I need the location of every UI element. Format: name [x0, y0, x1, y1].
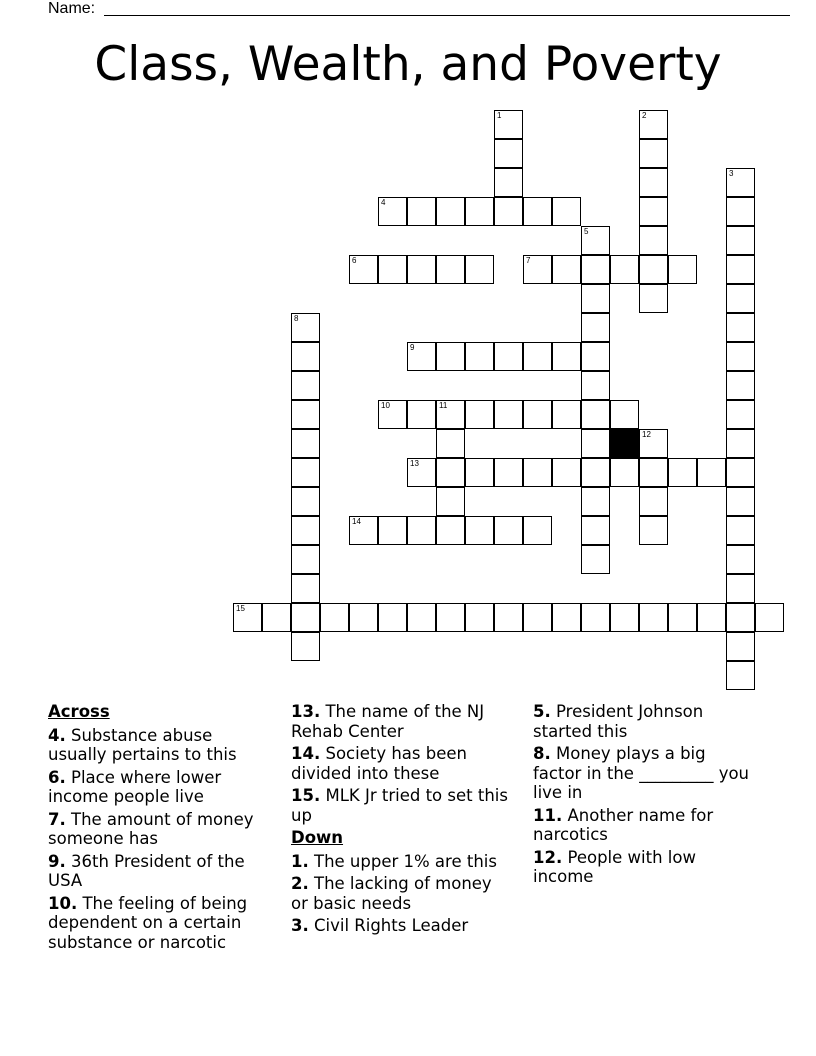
clue-item — [291, 744, 513, 783]
crossword-cell[interactable] — [639, 516, 668, 545]
crossword-cell[interactable] — [291, 516, 320, 545]
crossword-cell[interactable] — [639, 197, 668, 226]
crossword-cell[interactable] — [494, 110, 523, 139]
crossword-cell[interactable] — [552, 197, 581, 226]
clue-item — [48, 810, 270, 849]
crossword-cell[interactable] — [523, 255, 552, 284]
page-title: Class, Wealth, and Poverty — [94, 37, 722, 92]
crossword-cell[interactable] — [639, 458, 668, 487]
black-square — [610, 429, 639, 458]
crossword-cell[interactable] — [291, 603, 320, 632]
clue-item-number: 14. — [291, 744, 321, 763]
crossword-cell[interactable] — [610, 603, 639, 632]
clue-item-number: 9. — [48, 851, 66, 871]
clue-item-text: The name of the NJ Rehab Center — [291, 702, 485, 741]
crossword-cell[interactable] — [726, 632, 755, 661]
clue-item-text: Another name for narcotics — [533, 805, 714, 844]
clue-item-number: 5. — [533, 702, 551, 721]
crossword-cell[interactable] — [726, 226, 755, 255]
crossword-cell[interactable] — [610, 255, 639, 284]
crossword-cell[interactable] — [465, 603, 494, 632]
crossword-cell[interactable] — [291, 632, 320, 661]
clue-item — [533, 806, 755, 845]
crossword-cell[interactable] — [523, 342, 552, 371]
crossword-cell[interactable] — [581, 603, 610, 632]
crossword-cell[interactable] — [407, 400, 436, 429]
crossword-cell[interactable] — [494, 197, 523, 226]
crossword-cell[interactable] — [726, 400, 755, 429]
crossword-cell[interactable] — [291, 400, 320, 429]
clue-item-text: The lacking of money or basic needs — [291, 874, 492, 913]
crossword-cell[interactable] — [581, 487, 610, 516]
clue-item — [291, 874, 513, 913]
crossword-cell[interactable] — [697, 603, 726, 632]
crossword-cell[interactable] — [726, 516, 755, 545]
clue-item — [533, 848, 755, 887]
crossword-cell[interactable] — [668, 255, 697, 284]
crossword-cell[interactable] — [436, 603, 465, 632]
clue-item-text: People with low income — [533, 847, 696, 886]
crossword-cell[interactable] — [726, 313, 755, 342]
crossword-cell[interactable] — [349, 516, 378, 545]
clue-item — [291, 786, 513, 825]
crossword-cell[interactable] — [581, 371, 610, 400]
crossword-cell[interactable] — [639, 255, 668, 284]
crossword-cell[interactable] — [639, 226, 668, 255]
crossword-cell[interactable] — [436, 342, 465, 371]
crossword-cell[interactable] — [494, 168, 523, 197]
crossword-cell[interactable] — [436, 516, 465, 545]
clue-item — [48, 768, 270, 807]
clue-item-number: 10. — [48, 893, 78, 913]
crossword-cell[interactable] — [552, 255, 581, 284]
clue-item — [48, 726, 270, 765]
crossword-cell[interactable] — [639, 110, 668, 139]
crossword-cell[interactable] — [581, 400, 610, 429]
clue-item-text: Civil Rights Leader — [308, 916, 469, 935]
clue-item — [533, 702, 755, 741]
clue-item-text: The feeling of being dependent on a certain substance or narcotic — [48, 893, 248, 952]
clue-item — [48, 894, 270, 953]
crossword-cell[interactable] — [494, 458, 523, 487]
clue-item-number: 8. — [533, 744, 551, 763]
crossword-cell[interactable] — [349, 255, 378, 284]
crossword-cell[interactable] — [494, 400, 523, 429]
crossword-cell[interactable] — [291, 429, 320, 458]
down-clue-list-continued — [533, 702, 755, 887]
clue-number: 9 — [410, 343, 415, 352]
clue-column-2 — [291, 702, 513, 939]
crossword-cell[interactable] — [552, 458, 581, 487]
crossword-cell[interactable] — [581, 226, 610, 255]
crossword-cell[interactable] — [726, 342, 755, 371]
crossword-cell[interactable] — [581, 458, 610, 487]
crossword-cell[interactable] — [436, 255, 465, 284]
clue-item-number: 3. — [291, 916, 309, 935]
crossword-cell[interactable] — [523, 458, 552, 487]
clue-item — [291, 852, 513, 872]
clue-number: 1 — [497, 111, 502, 120]
crossword-cell[interactable] — [262, 603, 291, 632]
crossword-cell[interactable] — [552, 603, 581, 632]
crossword-cell[interactable] — [581, 284, 610, 313]
clue-number: 6 — [352, 256, 357, 265]
crossword-cell[interactable] — [639, 168, 668, 197]
clue-item-text: Society has been divided into these — [291, 744, 467, 783]
crossword-cell[interactable] — [726, 545, 755, 574]
crossword-cell[interactable] — [291, 313, 320, 342]
clue-item — [533, 744, 755, 803]
crossword-cell[interactable] — [378, 400, 407, 429]
clue-item-number: 7. — [48, 809, 66, 829]
clue-number: 14 — [352, 517, 361, 526]
clue-item-number: 1. — [291, 851, 309, 871]
clue-number: 3 — [729, 169, 734, 178]
clue-item-text: MLK Jr tried to set this up — [291, 786, 508, 825]
down-heading: Down — [291, 828, 344, 847]
crossword-cell[interactable] — [407, 342, 436, 371]
clue-item — [291, 916, 513, 936]
crossword-cell[interactable] — [581, 516, 610, 545]
crossword-cell[interactable] — [349, 603, 378, 632]
clue-item-number: 4. — [48, 725, 66, 745]
crossword-cell[interactable] — [523, 516, 552, 545]
crossword-cell[interactable] — [494, 342, 523, 371]
crossword-cell[interactable] — [436, 197, 465, 226]
crossword-cell[interactable] — [639, 487, 668, 516]
crossword-cell[interactable] — [320, 603, 349, 632]
crossword-cell[interactable] — [407, 516, 436, 545]
clue-item-number: 6. — [48, 767, 66, 787]
crossword-cell[interactable] — [291, 458, 320, 487]
clue-item — [48, 852, 270, 891]
clue-item-text: Substance abuse usually pertains to this — [48, 725, 237, 764]
clue-item-number: 12. — [533, 847, 563, 867]
clue-item-text: The amount of money someone has — [48, 809, 254, 848]
crossword-cell[interactable] — [407, 255, 436, 284]
crossword-cell[interactable] — [436, 458, 465, 487]
crossword-cell[interactable] — [726, 661, 755, 690]
clue-number: 15 — [236, 604, 245, 613]
crossword-cell[interactable] — [436, 400, 465, 429]
clue-number: 4 — [381, 198, 386, 207]
crossword-cell[interactable] — [581, 429, 610, 458]
crossword-cell[interactable] — [581, 255, 610, 284]
across-heading: Across — [48, 702, 110, 721]
crossword-cell[interactable] — [726, 197, 755, 226]
crossword-cell[interactable] — [726, 574, 755, 603]
clue-number: 7 — [526, 256, 531, 265]
crossword-cell[interactable] — [407, 197, 436, 226]
name-label: Name: — [48, 0, 96, 17]
crossword-cell[interactable] — [552, 342, 581, 371]
crossword-cell[interactable] — [436, 429, 465, 458]
across-clue-list-continued — [291, 702, 513, 825]
clue-number: 8 — [294, 314, 299, 323]
crossword-cell[interactable] — [610, 400, 639, 429]
crossword-cell[interactable] — [465, 197, 494, 226]
clue-item-number: 15. — [291, 786, 321, 805]
crossword-cell[interactable] — [726, 429, 755, 458]
crossword-cell[interactable] — [465, 516, 494, 545]
clue-number: 10 — [381, 401, 390, 410]
clue-column-1 — [48, 702, 270, 955]
crossword-cell[interactable] — [726, 603, 755, 632]
crossword-cell[interactable] — [378, 603, 407, 632]
crossword-cell[interactable] — [668, 458, 697, 487]
across-clue-list — [48, 726, 270, 953]
crossword-cell[interactable] — [726, 168, 755, 197]
crossword-cell[interactable] — [494, 603, 523, 632]
crossword-cell[interactable] — [726, 255, 755, 284]
crossword-cell[interactable] — [233, 603, 262, 632]
crossword-cell[interactable] — [494, 139, 523, 168]
crossword-cell[interactable] — [291, 545, 320, 574]
crossword-cell[interactable] — [494, 516, 523, 545]
crossword-cell[interactable] — [726, 371, 755, 400]
clue-item-number: 11. — [533, 805, 563, 825]
crossword-cell[interactable] — [378, 516, 407, 545]
crossword-cell[interactable] — [726, 487, 755, 516]
clue-item-number: 2. — [291, 874, 309, 893]
crossword-cell[interactable] — [523, 400, 552, 429]
clue-number: 5 — [584, 227, 589, 236]
crossword-cell[interactable] — [581, 313, 610, 342]
crossword-cell[interactable] — [523, 197, 552, 226]
clue-item — [291, 702, 513, 741]
crossword-cell[interactable] — [465, 255, 494, 284]
clue-item-number: 13. — [291, 702, 321, 721]
crossword-cell[interactable] — [291, 342, 320, 371]
crossword-cell[interactable] — [639, 429, 668, 458]
crossword-cell[interactable] — [552, 400, 581, 429]
crossword-cell[interactable] — [407, 603, 436, 632]
crossword-cell[interactable] — [581, 342, 610, 371]
clue-item-text: 36th President of the USA — [48, 851, 245, 890]
crossword-cell[interactable] — [755, 603, 784, 632]
crossword-cell[interactable] — [291, 371, 320, 400]
crossword-cell[interactable] — [523, 603, 552, 632]
crossword-cell[interactable] — [639, 139, 668, 168]
clue-number: 2 — [642, 111, 647, 120]
crossword-cell[interactable] — [465, 400, 494, 429]
clue-item-text: Place where lower income people live — [48, 767, 222, 806]
crossword-cell[interactable] — [726, 458, 755, 487]
crossword-cell[interactable] — [378, 255, 407, 284]
crossword-cell[interactable] — [639, 284, 668, 313]
down-clue-list — [291, 852, 513, 936]
crossword-cell[interactable] — [291, 574, 320, 603]
crossword-cell[interactable] — [726, 284, 755, 313]
crossword-cell[interactable] — [610, 458, 639, 487]
crossword-cell[interactable] — [378, 197, 407, 226]
crossword-cell[interactable] — [465, 342, 494, 371]
clue-column-3 — [533, 702, 755, 890]
crossword-cell[interactable] — [291, 487, 320, 516]
clue-item-text: President Johnson started this — [533, 702, 704, 741]
crossword-cell[interactable] — [697, 458, 726, 487]
crossword-cell[interactable] — [668, 603, 697, 632]
crossword-cell[interactable] — [436, 487, 465, 516]
clue-item-text: Money plays a big factor in the _________ you live in — [533, 744, 750, 802]
crossword-cell[interactable] — [465, 458, 494, 487]
clue-number: 12 — [642, 430, 651, 439]
crossword-cell[interactable] — [581, 545, 610, 574]
clue-item-text: The upper 1% are this — [308, 851, 497, 871]
crossword-cell[interactable] — [407, 458, 436, 487]
clue-number: 11 — [439, 401, 448, 410]
crossword-cell[interactable] — [639, 603, 668, 632]
clue-number: 13 — [410, 459, 419, 468]
